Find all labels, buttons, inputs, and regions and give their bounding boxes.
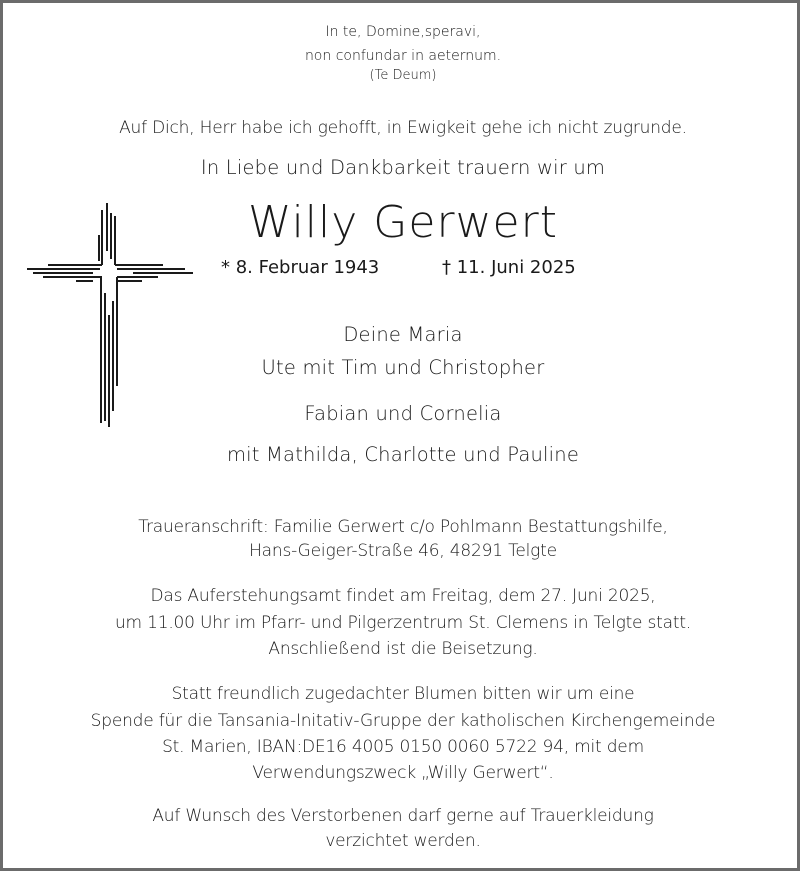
- birth-date: * 8. Februar 1943: [221, 257, 380, 278]
- mourner-4: mit Mathilda, Charlotte und Pauline: [226, 443, 580, 466]
- service-line3: Anschließend ist die Beisetzung.: [268, 639, 538, 659]
- donation-line1: Statt freundlich zugedachter Blumen bitten wir um eine: [171, 684, 635, 704]
- latin-quote-line2: non confundar in aeternum.: [304, 48, 502, 64]
- address-line1: Traueranschrift: Familie Gerwert c/o Pohlmann Bestattungshilfe,: [138, 517, 668, 537]
- latin-quote-line1: In te, Domine,speravi,: [325, 24, 481, 40]
- service-line2: um 11.00 Uhr im Pfarr- und Pilgerzentrum St. Clemens in Telgte statt.: [114, 613, 691, 633]
- death-date: † 11. Juni 2025: [442, 257, 576, 278]
- donation-line4: Verwendungszweck „Willy Gerwert“.: [252, 763, 554, 783]
- mourner-2: Ute mit Tim und Christopher: [261, 356, 545, 379]
- mourner-3: Fabian und Cornelia: [304, 402, 502, 425]
- mourner-1: Deine Maria: [343, 323, 463, 346]
- closing-line1: Auf Wunsch des Verstorbenen darf gerne auf Trauerkleidung: [152, 806, 654, 826]
- donation-line3: St. Marien, IBAN:DE16 4005 0150 0060 5722 94, mit dem: [162, 737, 644, 757]
- closing-line2: verzichtet werden.: [325, 831, 481, 851]
- deceased-name: Willy Gerwert: [248, 197, 558, 248]
- donation-line2: Spende für die Tansania-Initativ-Gruppe der katholischen Kirchengemeinde: [90, 711, 716, 731]
- address-line2: Hans-Geiger-Straße 46, 48291 Telgte: [249, 541, 557, 561]
- german-quote: Auf Dich, Herr habe ich gehofft, in Ewigkeit gehe ich nicht zugrunde.: [119, 118, 687, 138]
- quote-source: (Te Deum): [369, 68, 437, 83]
- service-line1: Das Auferstehungsamt findet am Freitag, dem 27. Juni 2025,: [150, 586, 656, 606]
- intro-line: In Liebe und Dankbarkeit trauern wir um: [200, 156, 606, 179]
